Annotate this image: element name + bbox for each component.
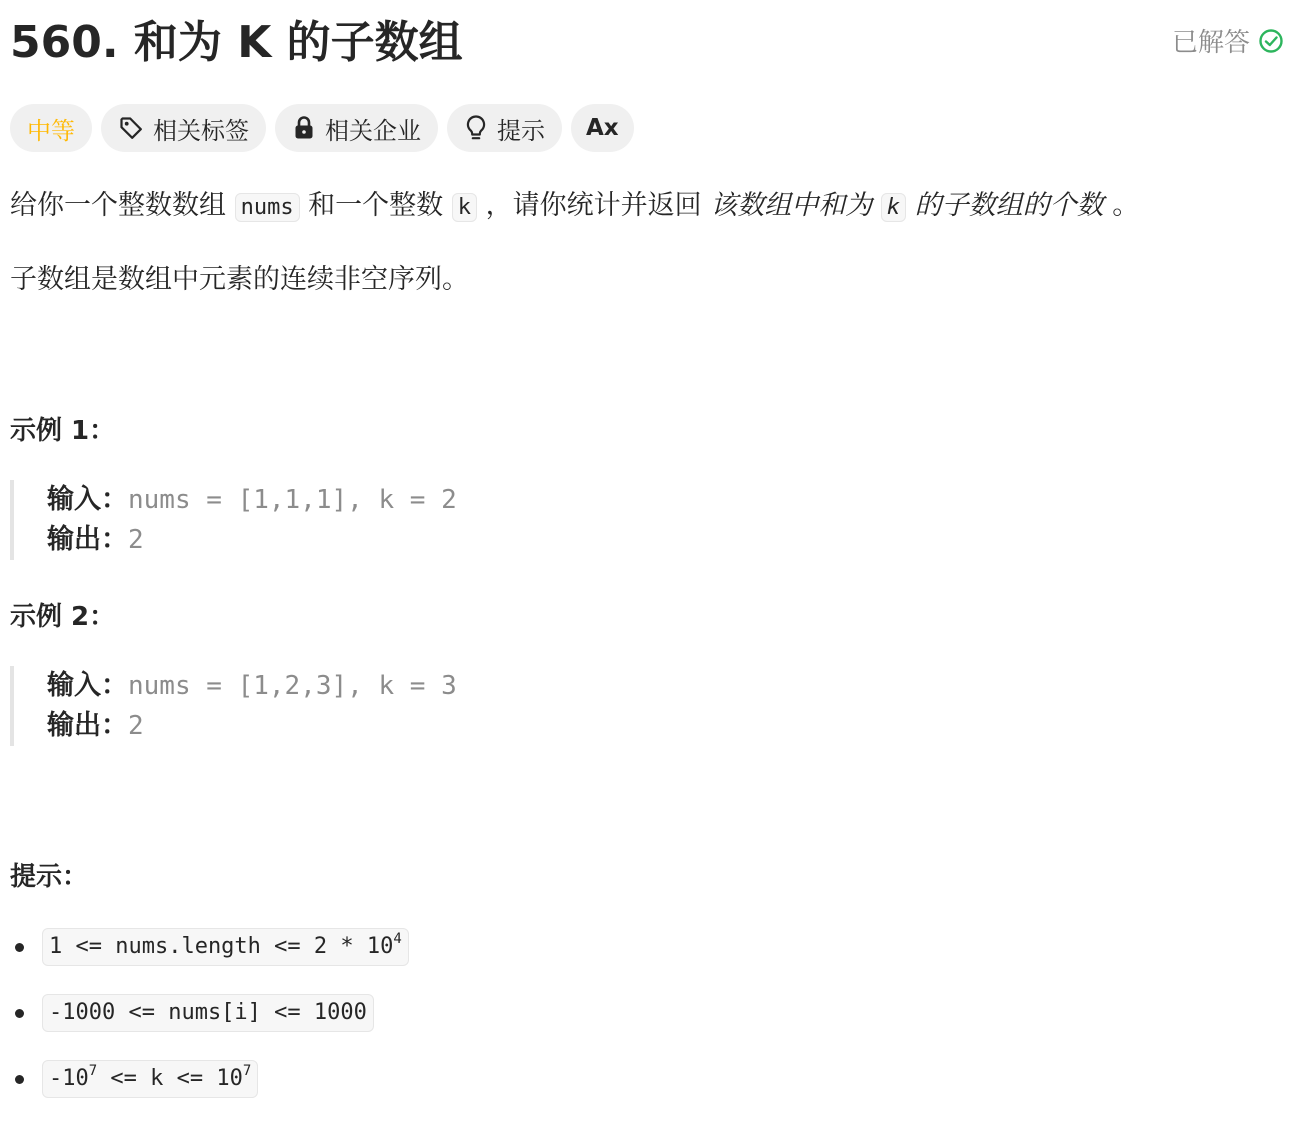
desc-text: 和一个整数 [308, 190, 444, 221]
input-label: 输入： [47, 484, 128, 515]
input-label: 输入： [47, 670, 128, 701]
inline-code-k-italic: k [881, 193, 906, 222]
desc-text: 给你一个整数数组 [10, 190, 226, 221]
translate-icon: Ax [586, 115, 619, 141]
check-circle-icon [1258, 28, 1284, 54]
related-companies-button[interactable] [275, 104, 438, 152]
hints-label: 提示 [497, 116, 545, 145]
hints-button[interactable] [447, 104, 562, 152]
constraint-code: -1000 <= nums[i] <= 1000 [42, 994, 374, 1032]
input-value: nums = [1,2,3], k = 3 [128, 671, 457, 701]
related-companies-label: 相关企业 [325, 116, 421, 145]
difficulty-badge[interactable] [10, 104, 92, 152]
example-2-heading: 示例 2： [10, 602, 116, 632]
lock-icon [292, 115, 316, 141]
list-item [10, 994, 409, 1060]
constraint-code [42, 928, 409, 966]
constraints-heading: 提示： [10, 862, 89, 892]
exponent: 7 [88, 1062, 98, 1079]
example-1-heading: 示例 1： [10, 416, 116, 446]
tag-bar [10, 104, 643, 152]
lightbulb-icon [464, 114, 488, 142]
constraint-text: 1 <= nums.length <= 2 * 10 [49, 934, 394, 959]
output-label: 输出： [47, 524, 128, 555]
output-value: 2 [128, 711, 144, 741]
constraint-text: <= k <= 10 [97, 1066, 243, 1091]
exponent: 7 [242, 1062, 252, 1079]
desc-text: 。 [1112, 190, 1140, 221]
constraint-code [42, 1060, 258, 1098]
output-label: 输出： [47, 710, 128, 741]
inline-code-k: k [452, 193, 477, 222]
desc-text: 的子数组的个数 [914, 190, 1104, 221]
emphasis-text [710, 190, 1103, 221]
example-2-block [10, 666, 457, 746]
constraint-text: -10 [49, 1066, 89, 1091]
input-value: nums = [1,1,1], k = 2 [128, 485, 457, 515]
solved-status[interactable] [1172, 22, 1284, 59]
desc-text: 该数组中和为 [710, 190, 873, 221]
list-item [10, 1060, 409, 1126]
tag-icon [118, 115, 144, 141]
desc-text: ，请你统计并返回 [485, 190, 702, 221]
subarray-definition: 子数组是数组中元素的连续非空序列。 [10, 264, 469, 295]
example-1-block [10, 480, 457, 560]
output-value: 2 [128, 525, 144, 555]
difficulty-label: 中等 [27, 116, 75, 145]
related-tags-label: 相关标签 [153, 116, 249, 145]
exponent: 4 [393, 930, 402, 947]
problem-title: 560. 和为 K 的子数组 [10, 17, 463, 68]
translate-button[interactable] [571, 104, 634, 152]
list-item [10, 928, 409, 994]
constraints-list [10, 928, 409, 1126]
solved-label: 已解答 [1171, 28, 1250, 58]
description-paragraph [10, 186, 1139, 228]
related-tags-button[interactable] [101, 104, 266, 152]
inline-code-nums: nums [235, 193, 300, 222]
